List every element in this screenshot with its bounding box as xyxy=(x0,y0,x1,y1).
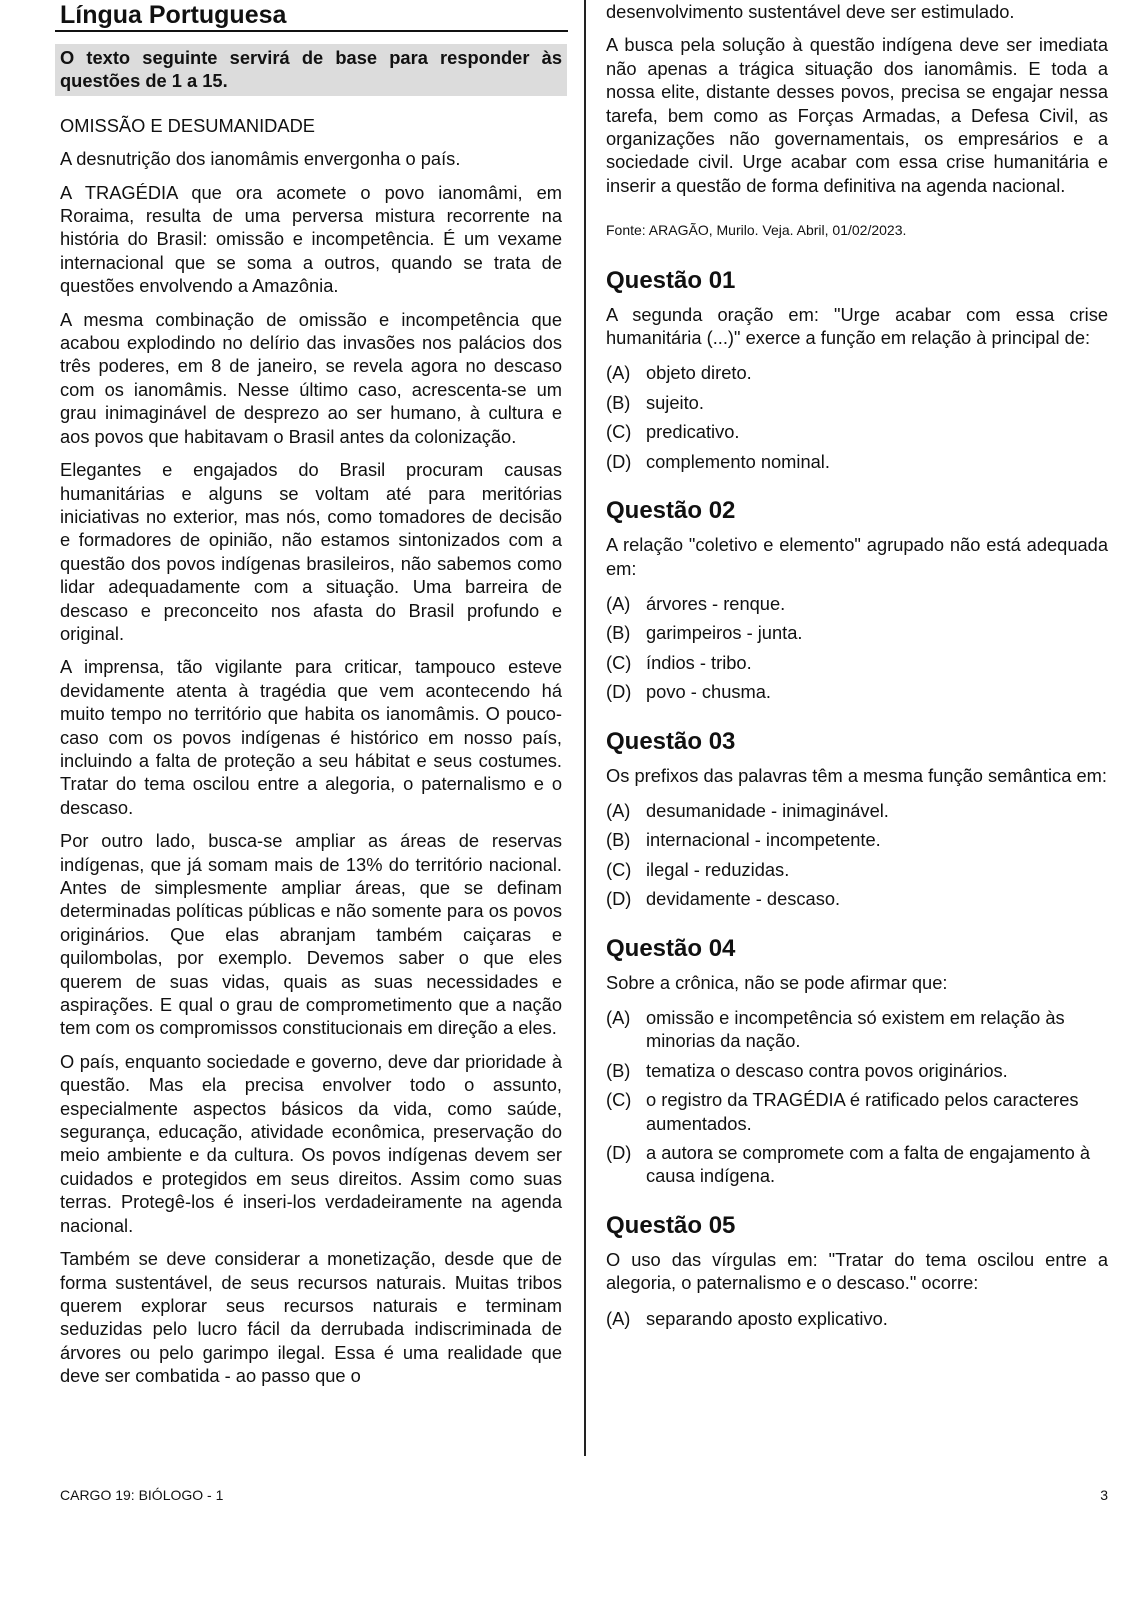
answer-option[interactable] xyxy=(606,1141,1108,1188)
option-letter: (C) xyxy=(606,1089,632,1111)
question xyxy=(606,265,1108,473)
option-text: predicativo. xyxy=(646,421,740,443)
question-stem: Sobre a crônica, não se pode afirmar que: xyxy=(606,971,948,993)
question-title: Questão 01 xyxy=(606,266,736,294)
answer-option[interactable] xyxy=(606,420,1108,443)
text-paragraph: A TRAGÉDIA que ora acomete o povo ianomâmi, em Roraima, resulta de uma perversa mistura recorrente na história do Brasil: omissão e incompetência. É um vexame internacional que se soma a outros, quando se trata de questões envolvendo a Amazônia. xyxy=(60,181,562,297)
answer-option[interactable] xyxy=(606,361,1108,384)
option-text: o registro da TRAGÉDIA é ratificado pelos caracteres aumentados. xyxy=(646,1089,1079,1134)
option-text: internacional - incompetente. xyxy=(646,829,881,851)
answer-option[interactable] xyxy=(606,1006,1108,1053)
text-subtitle: A desnutrição dos ianomâmis envergonha o país. xyxy=(60,148,461,170)
question xyxy=(606,495,1108,703)
answer-option[interactable] xyxy=(606,887,1108,910)
text-continuation: desenvolvimento sustentável deve ser estimulado. xyxy=(606,1,1015,22)
footer-cargo: CARGO 19: BIÓLOGO - 1 xyxy=(60,1487,224,1503)
text-source: Fonte: ARAGÃO, Murilo. Veja. Abril, 01/02/2023. xyxy=(606,222,907,239)
question-stem: Os prefixos das palavras têm a mesma função semântica em: xyxy=(606,764,1107,786)
option-letter: (D) xyxy=(606,450,632,472)
option-letter: (A) xyxy=(606,592,631,614)
question xyxy=(606,1210,1108,1330)
questions-list xyxy=(606,265,1108,1330)
answer-option[interactable] xyxy=(606,828,1108,851)
option-text: sujeito. xyxy=(646,391,704,413)
option-letter: (B) xyxy=(606,1059,631,1081)
question-stem: A relação "coletivo e elemento" agrupado não está adequada em: xyxy=(606,534,1108,579)
instruction-box: O texto seguinte servirá de base para responder às questões de 1 a 15. xyxy=(55,44,567,96)
text-paragraph: A busca pela solução à questão indígena deve ser imediata não apenas a trágica situação dos ianomâmis. E toda a nossa elite, distante desses povos, precisa se engajar nessa tarefa, bem como as Forças Armadas, a Defesa Civil, as organizações não governamentais, os empresários e a sociedade civil. Urge acabar com essa crise humanitária e inserir a questão de forma definitiva na agenda nacional. xyxy=(606,34,1108,196)
text-paragraph: A mesma combinação de omissão e incompetência que acabou explodindo no delírio das invasões nos palácios dos três poderes, em 8 de janeiro, se revela agora no descaso com os ianomâmis. Nesse último caso, acrescenta-se um grau inimaginável de desprezo ao ser humano, à cultura e aos povos que habitavam o Brasil antes da colonização. xyxy=(60,308,562,447)
answer-option[interactable] xyxy=(606,621,1108,644)
answer-option[interactable] xyxy=(606,651,1108,674)
option-letter: (A) xyxy=(606,1006,631,1028)
option-text: devidamente - descaso. xyxy=(646,888,841,910)
option-letter: (D) xyxy=(606,681,632,703)
option-letter: (B) xyxy=(606,829,631,851)
option-letter: (B) xyxy=(606,622,631,644)
option-letter: (B) xyxy=(606,391,631,413)
option-letter: (D) xyxy=(606,888,632,910)
answer-option[interactable] xyxy=(606,1307,1108,1330)
page-number: 3 xyxy=(1100,1487,1108,1503)
option-letter: (C) xyxy=(606,858,632,880)
option-text: objeto direto. xyxy=(646,362,752,384)
text-paragraph: O país, enquanto sociedade e governo, deve dar prioridade à questão. Mas ela precisa envolver todo o assunto, especialmente aspectos básicos da vida, como saúde, segurança, educação, atividade econômica, preservação do meio ambiente e da cultura. Os povos indígenas devem ser cuidados e protegidos em seus direitos. Assim como suas terras. Protegê-los é inseri-los verdadeiramente na agenda nacional. xyxy=(60,1050,562,1236)
answer-option[interactable] xyxy=(606,391,1108,414)
text-paragraph: Por outro lado, busca-se ampliar as áreas de reservas indígenas, que já somam mais de 13% do território nacional. Antes de simplesmente ampliar áreas, que se definam determinadas políticas públicas e não somente para os povos originários. Que elas abranjam também caiçaras e quilombolas, por exemplo. Devemos saber o que eles querem de suas vidas, quais as suas necessidades e aspirações. E qual o grau de comprometimento que a nação tem com os compromissos constitucionais em direção a eles. xyxy=(60,830,562,1039)
option-letter: (C) xyxy=(606,421,632,443)
right-column xyxy=(606,0,1108,1352)
option-letter: (A) xyxy=(606,799,631,821)
text-title: OMISSÃO E DESUMANIDADE xyxy=(60,114,315,136)
section-title: Língua Portuguesa xyxy=(60,1,287,29)
option-text: tematiza o descaso contra povos originários. xyxy=(646,1059,1008,1081)
option-letter: (A) xyxy=(606,1307,631,1329)
option-text: índios - tribo. xyxy=(646,651,752,673)
question xyxy=(606,726,1108,911)
option-text: povo - chusma. xyxy=(646,681,771,703)
column-divider xyxy=(584,0,586,1456)
question xyxy=(606,933,1108,1188)
answer-option[interactable] xyxy=(606,592,1108,615)
answer-option[interactable] xyxy=(606,799,1108,822)
question-title: Questão 02 xyxy=(606,497,736,525)
option-text: desumanidade - inimaginável. xyxy=(646,799,889,821)
left-column xyxy=(60,0,562,1398)
question-stem: A segunda oração em: "Urge acabar com essa crise humanitária (...)" exerce a função em relação à principal de: xyxy=(606,303,1108,349)
question-title: Questão 05 xyxy=(606,1211,736,1239)
option-text: omissão e incompetência só existem em relação às minorias da nação. xyxy=(646,1006,1065,1052)
answer-option[interactable] xyxy=(606,680,1108,703)
option-letter: (A) xyxy=(606,362,631,384)
question-title: Questão 03 xyxy=(606,727,736,755)
question-title: Questão 04 xyxy=(606,934,736,962)
text-paragraph: Também se deve considerar a monetização, desde que de forma sustentável, de seus recursos naturais. Muitas tribos querem explorar seus recursos naturais e terminam seduzidas pelo lucro fácil da derrubada indiscriminada de árvores ou pelo garimpo ilegal. Essa é uma realidade que deve ser combatida - ao passo que o xyxy=(60,1248,562,1387)
answer-option[interactable] xyxy=(606,1059,1108,1082)
answer-option[interactable] xyxy=(606,1088,1108,1135)
option-text: ilegal - reduzidas. xyxy=(646,858,790,880)
answer-option[interactable] xyxy=(606,450,1108,473)
option-text: complemento nominal. xyxy=(646,450,830,472)
option-text: garimpeiros - junta. xyxy=(646,622,803,644)
text-paragraph: A imprensa, tão vigilante para criticar, tampouco esteve devidamente atenta à tragédia que vem acontecendo há muito tempo no território que habita os ianomâmis. O pouco-caso com os povos indígenas é histórico em nosso país, incluindo a falta de proteção a seu hábitat e seus costumes. Tratar do tema oscilou entre a alegoria, o paternalismo e o descaso. xyxy=(60,656,562,818)
option-letter: (C) xyxy=(606,651,632,673)
option-text: árvores - renque. xyxy=(646,592,786,614)
question-stem: O uso das vírgulas em: "Tratar do tema oscilou entre a alegoria, o paternalismo e o descaso." ocorre: xyxy=(606,1248,1108,1294)
option-text: separando aposto explicativo. xyxy=(646,1307,888,1329)
option-letter: (D) xyxy=(606,1142,632,1163)
text-paragraph: Elegantes e engajados do Brasil procuram causas humanitárias e alguns se voltam até para meritórias iniciativas no exterior, mas nós, como tomadores de decisão e formadores de opinião, não estamos sintonizados com a questão dos povos indígenas brasileiros, não sabemos como lidar adequadamente com a situação. Uma barreira de descaso e preconceito nos afasta do Brasil profundo e original. xyxy=(60,459,562,644)
option-text: a autora se compromete com a falta de engajamento à causa indígena. xyxy=(646,1142,1091,1187)
answer-option[interactable] xyxy=(606,858,1108,881)
